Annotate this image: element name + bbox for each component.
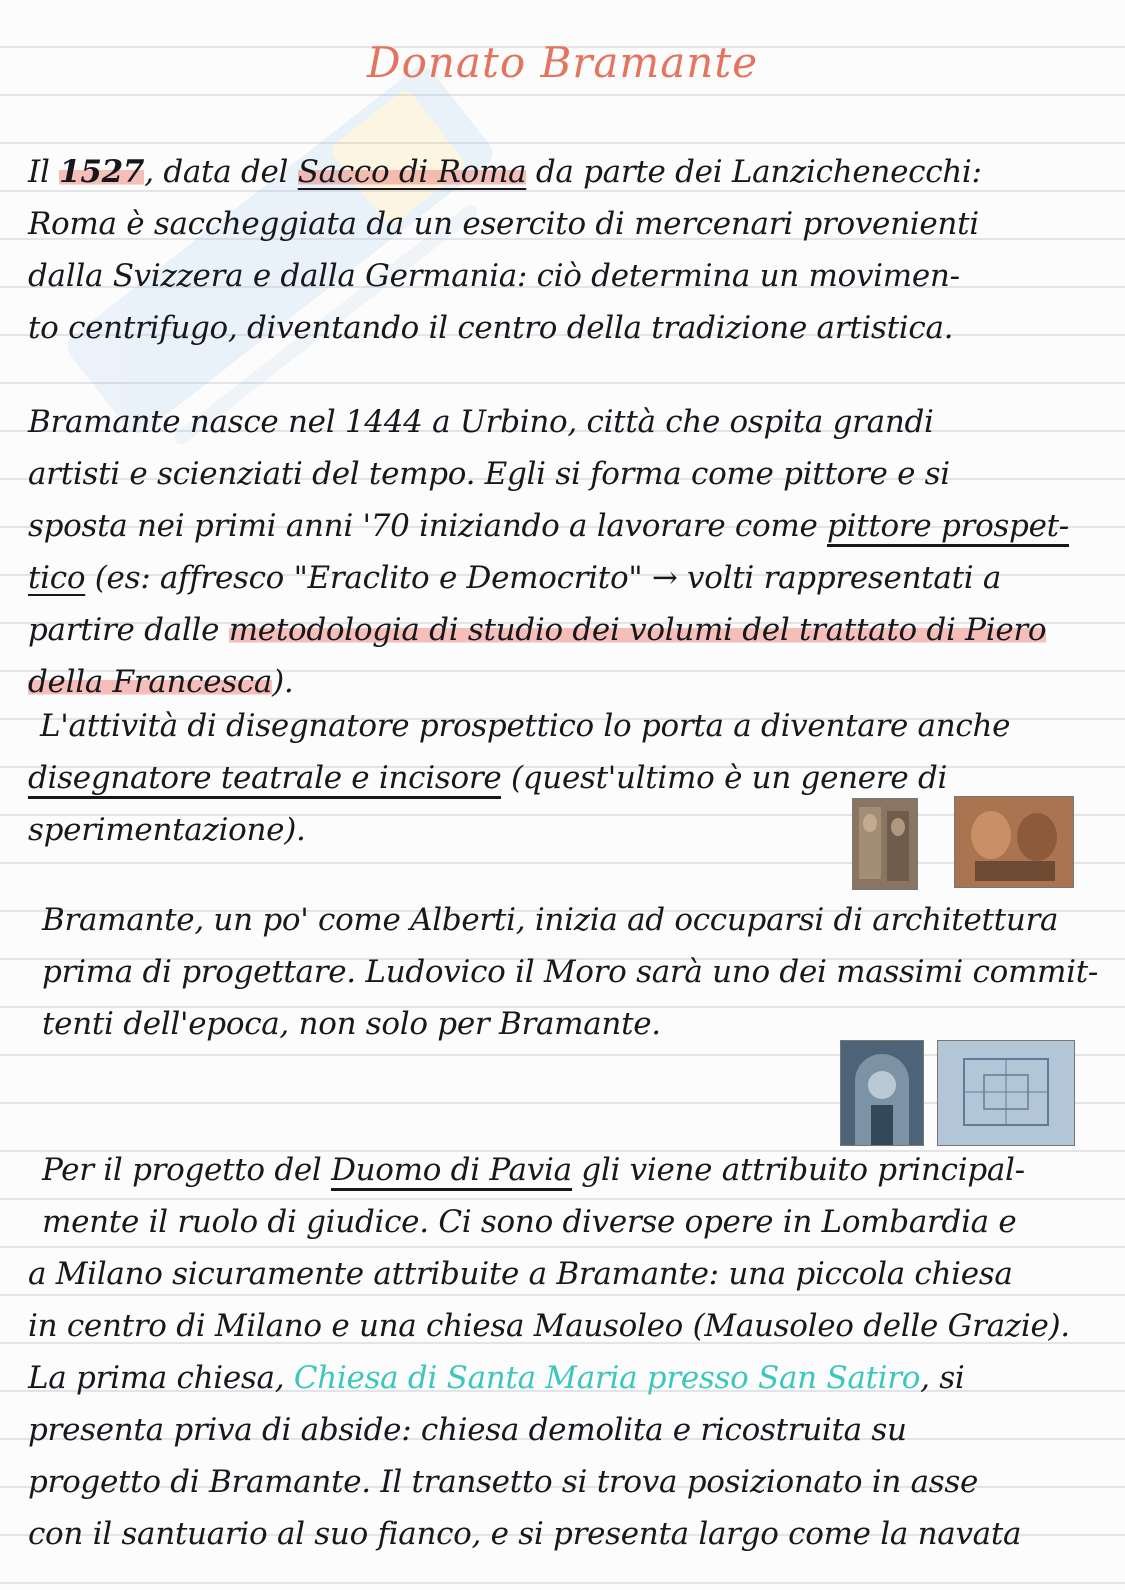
text-line: Roma è saccheggiata da un esercito di mercenari provenienti	[28, 206, 979, 242]
highlighted-event: Sacco di Roma	[297, 154, 527, 190]
text-line: tenti dell'epoca, non solo per Bramante.	[42, 1006, 661, 1042]
text-line: in centro di Milano e una chiesa Mausoleo (Mausoleo delle Grazie).	[28, 1308, 1070, 1344]
highlighted-phrase: della Francesca	[28, 664, 273, 700]
text-line: dalla Svizzera e dalla Germania: ciò determina un movimen-	[28, 258, 960, 294]
page-title: Donato Bramante	[366, 38, 759, 87]
text-line: partire dalle metodologia di studio dei volumi del trattato di Piero	[28, 612, 1047, 648]
text-line: Il 1527, data del Sacco di Roma da parte dei Lanzichenecchi:	[28, 154, 982, 190]
fresco-detail-thumbnail	[852, 798, 918, 890]
text-line: Per il progetto del Duomo di Pavia gli viene attribuito principal-	[28, 1144, 1100, 1196]
text-line: La prima chiesa, Chiesa di Santa Maria presso San Satiro, si	[28, 1360, 965, 1396]
paragraph-ludovico-il-moro	[28, 894, 1100, 1050]
teal-highlighted-church-name: Chiesa di Santa Maria presso San Satiro	[293, 1360, 921, 1396]
text-line: con il santuario al suo fianco, e si presenta largo come la navata	[28, 1516, 1022, 1552]
text-line: progetto di Bramante. Il transetto si trova posizionato in asse	[28, 1464, 979, 1500]
text-line: artisti e scienziati del tempo. Egli si forma come pittore e si	[28, 456, 950, 492]
paragraph-duomo-di-pavia	[28, 1144, 1100, 1560]
church-plan-thumbnail	[937, 1040, 1075, 1146]
underlined-term: pittore prospet-	[827, 508, 1069, 547]
text-line: mente il ruolo di giudice. Ci sono diverse opere in Lombardia e	[42, 1204, 1017, 1240]
text-line: tico (es: affresco "Eraclito e Democrito" → volti rappresentati a	[28, 560, 1002, 596]
church-interior-thumbnail	[840, 1040, 924, 1146]
highlighted-phrase: metodologia di studio dei volumi del trattato di Piero	[228, 612, 1047, 648]
text-line: Bramante, un po' come Alberti, inizia ad occuparsi di architettura	[42, 902, 1059, 938]
text-line: presenta priva di abside: chiesa demolita e ricostruita su	[28, 1412, 907, 1448]
paragraph-sacco-di-roma	[28, 146, 1100, 354]
paragraph-bramante-biografia	[28, 396, 1100, 708]
text-line: sperimentazione).	[28, 812, 306, 848]
underlined-term: Duomo di Pavia	[331, 1152, 572, 1191]
underlined-term: tico	[28, 560, 86, 596]
text-line: prima di progettare. Ludovico il Moro sarà uno dei massimi commit-	[42, 954, 1099, 990]
text-line: L'attività di disegnatore prospettico lo porta a diventare anche	[40, 708, 1011, 744]
highlighted-date: 1527	[59, 154, 145, 190]
text-line: sposta nei primi anni '70 iniziando a lavorare come pittore prospet-	[28, 500, 1100, 552]
text-line: disegnatore teatrale e incisore (quest'ultimo è un genere di	[28, 752, 1100, 804]
text-line: to centrifugo, diventando il centro della tradizione artistica.	[28, 310, 954, 346]
eraclito-democrito-thumbnail	[954, 796, 1074, 888]
paragraph-disegnatore	[28, 700, 1100, 856]
text-line: a Milano sicuramente attribuite a Bramante: una piccola chiesa	[28, 1256, 1013, 1292]
underlined-term: disegnatore teatrale e incisore	[28, 760, 501, 799]
text-line: Bramante nasce nel 1444 a Urbino, città che ospita grandi	[28, 404, 934, 440]
text-line: della Francesca).	[28, 664, 294, 700]
